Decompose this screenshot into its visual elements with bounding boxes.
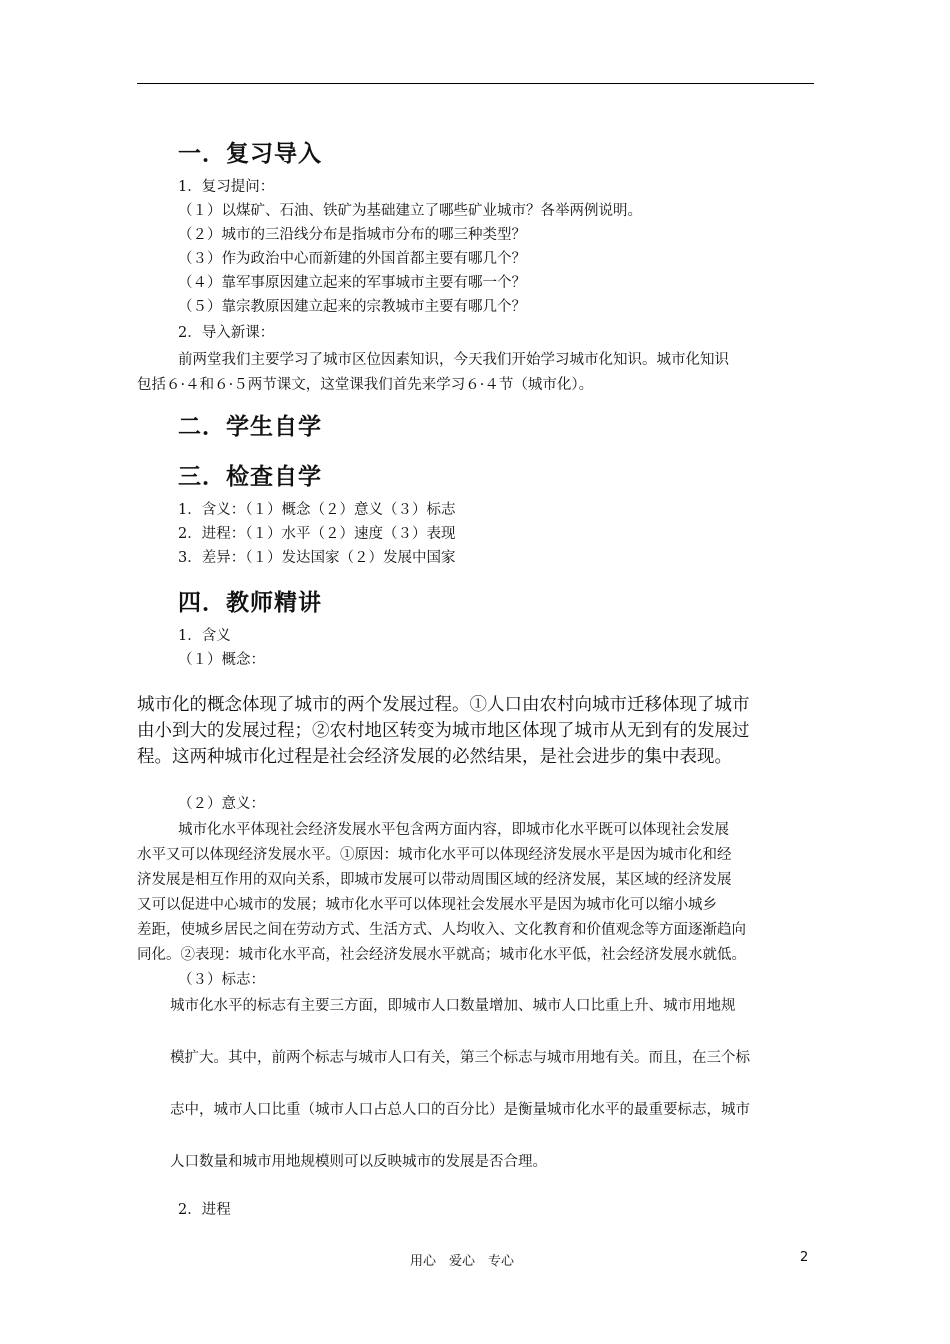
- review-question-2: （２）城市的三沿线分布是指城市分布的哪三种类型？: [178, 227, 526, 243]
- significance-label: （２）意义：: [178, 796, 265, 812]
- header-rule: [137, 83, 814, 84]
- indicator-text-line: 城市化水平的标志有主要三方面，即城市人口数量增加、城市人口比重上升、城市用地规: [170, 998, 736, 1014]
- section-heading-check: 三．检查自学: [178, 464, 322, 490]
- significance-text-line: 又可以促进中心城市的发展；城市化水平可以体现社会发展水平是因为城市化可以缩小城乡: [137, 897, 717, 913]
- intro-label: 2．导入新课：: [178, 325, 275, 341]
- significance-text-line: 城市化水平体现社会经济发展水平包含两方面内容，即城市化水平既可以体现社会发展: [178, 822, 729, 838]
- indicator-text-line: 模扩大。其中，前两个标志与城市人口有关，第三个标志与城市用地有关。而且，在三个标: [170, 1050, 750, 1066]
- indicator-label: （３）标志：: [178, 972, 265, 988]
- review-question-5: （５）靠宗教原因建立起来的宗教城市主要有哪几个？: [178, 299, 526, 315]
- section-heading-self-study: 二．学生自学: [178, 414, 322, 440]
- subsection-process: 2．进程: [178, 1202, 231, 1218]
- concept-text-line: 城市化的概念体现了城市的两个发展过程。①人口由农村向城市迁移体现了城市: [137, 695, 750, 715]
- indicator-text-line: 人口数量和城市用地规模则可以反映城市的发展是否合理。: [170, 1154, 547, 1170]
- page-number: 2: [800, 1250, 809, 1265]
- indicator-text-line: 志中，城市人口比重（城市人口占总人口的百分比）是衡量城市化水平的最重要标志，城市: [170, 1102, 750, 1118]
- concept-label: （１）概念：: [178, 652, 265, 668]
- significance-text-line: 同化。②表现：城市化水平高，社会经济发展水平就高；城市化水平低，社会经济发展水就低。: [137, 947, 746, 963]
- concept-text-line: 程。这两种城市化过程是社会经济发展的必然结果，是社会进步的集中表现。: [137, 747, 732, 767]
- review-questions-label: 1．复习提问：: [178, 179, 275, 195]
- intro-text-line: 包括６·４和６·５两节课文，这堂课我们首先来学习６·４节（城市化）。: [137, 377, 594, 393]
- significance-text-line: 济发展是相互作用的双向关系，即城市发展可以带动周围区域的经济发展，某区域的经济发展: [137, 872, 732, 888]
- footer-motto: 用心 爱心 专心: [410, 1254, 515, 1269]
- check-item-1: 1．含义：（１）概念（２）意义（３）标志: [178, 502, 456, 518]
- check-item-2: 2．进程：（１）水平（２）速度（３）表现: [178, 526, 456, 542]
- review-question-3: （３）作为政治中心而新建的外国首都主要有哪几个？: [178, 251, 526, 267]
- significance-text-line: 水平又可以体现经济发展水平。①原因：城市化水平可以体现经济发展水平是因为城市化和经: [137, 847, 732, 863]
- review-question-4: （４）靠军事原因建立起来的军事城市主要有哪一个？: [178, 275, 526, 291]
- significance-text-line: 差距，使城乡居民之间在劳动方式、生活方式、人均收入、文化教育和价值观念等方面逐渐趋向: [137, 922, 746, 938]
- check-item-3: 3．差异：（１）发达国家（２）发展中国家: [178, 550, 456, 566]
- section-heading-review: 一．复习导入: [178, 141, 322, 167]
- review-question-1: （１）以煤矿、石油、铁矿为基础建立了哪些矿业城市？各举两例说明。: [178, 203, 642, 219]
- concept-text-line: 由小到大的发展过程；②农村地区转变为城市地区体现了城市从无到有的发展过: [137, 721, 750, 741]
- intro-text-line: 前两堂我们主要学习了城市区位因素知识，今天我们开始学习城市化知识。城市化知识: [178, 352, 729, 368]
- section-heading-teacher: 四．教师精讲: [178, 590, 322, 616]
- subsection-meaning: 1．含义: [178, 628, 231, 644]
